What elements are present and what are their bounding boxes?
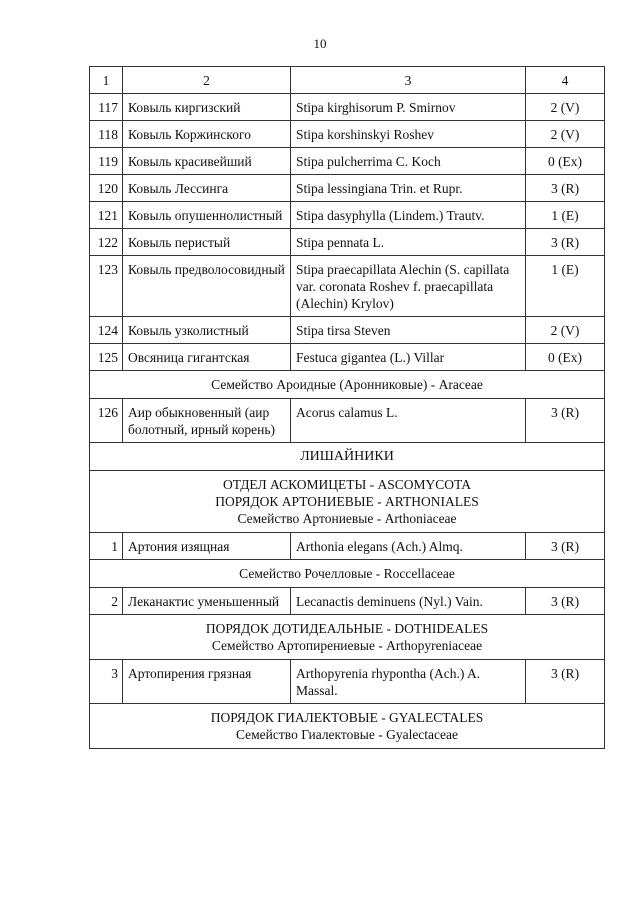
category: 3 (R) xyxy=(526,588,605,615)
latin-name: Arthopyrenia rhypontha (Ach.) A. Massal. xyxy=(291,660,526,704)
russian-name: Ковыль киргизский xyxy=(123,94,291,121)
header-cell-latin-name: 3 xyxy=(291,67,526,94)
section-heading xyxy=(90,704,605,749)
category: 3 (R) xyxy=(526,399,605,443)
section-row xyxy=(90,615,605,660)
section-heading-line: Семейство Рочелловые - Roccellaceae xyxy=(239,566,455,581)
russian-name: Ковыль узколистный xyxy=(123,317,291,344)
russian-name: Ковыль предволосовидный xyxy=(123,256,291,317)
table-row xyxy=(90,344,605,371)
section-heading-line: ПОРЯДОК ГИАЛЕКТОВЫЕ - GYALECTALES xyxy=(210,710,484,725)
table-row xyxy=(90,256,605,317)
russian-name: Ковыль перистый xyxy=(123,229,291,256)
russian-name: Ковыль красивейший xyxy=(123,148,291,175)
table-row xyxy=(90,588,605,615)
latin-name: Stipa korshinskyi Roshev xyxy=(291,121,526,148)
category: 1 (E) xyxy=(526,256,605,317)
section-heading-line: ЛИШАЙНИКИ xyxy=(300,449,394,464)
row-number: 120 xyxy=(90,175,123,202)
section-heading xyxy=(90,560,605,588)
table-row xyxy=(90,121,605,148)
section-row xyxy=(90,371,605,399)
latin-name: Stipa kirghisorum P. Smirnov xyxy=(291,94,526,121)
row-number: 122 xyxy=(90,229,123,256)
table-row xyxy=(90,94,605,121)
category: 0 (Ex) xyxy=(526,148,605,175)
category: 3 (R) xyxy=(526,175,605,202)
table-row xyxy=(90,148,605,175)
row-number: 121 xyxy=(90,202,123,229)
page-number: 10 xyxy=(313,36,327,51)
category: 3 (R) xyxy=(526,660,605,704)
header-cell-category: 4 xyxy=(526,67,605,94)
russian-name: Леканактис уменьшенный xyxy=(123,588,291,615)
section-heading-line: Семейство Гиалектовые - Gyalectaceae xyxy=(235,727,459,742)
section-row xyxy=(90,560,605,588)
section-heading-line: Семейство Артониевые - Arthoniaceae xyxy=(237,511,457,526)
table-header-row xyxy=(90,67,605,94)
row-number: 118 xyxy=(90,121,123,148)
category: 2 (V) xyxy=(526,94,605,121)
row-number: 117 xyxy=(90,94,123,121)
row-number: 2 xyxy=(90,588,123,615)
russian-name: Ковыль Коржинского xyxy=(123,121,291,148)
table-row xyxy=(90,317,605,344)
row-number: 119 xyxy=(90,148,123,175)
header-cell-russian-name: 2 xyxy=(123,67,291,94)
category: 2 (V) xyxy=(526,317,605,344)
latin-name: Acorus calamus L. xyxy=(291,399,526,443)
section-row xyxy=(90,471,605,533)
latin-name: Stipa pennata L. xyxy=(291,229,526,256)
category: 3 (R) xyxy=(526,533,605,560)
section-heading xyxy=(90,615,605,660)
latin-name: Stipa dasyphylla (Lindem.) Trautv. xyxy=(291,202,526,229)
table-row xyxy=(90,202,605,229)
russian-name: Аир обыкновенный (аир болотный, ирный корень) xyxy=(123,399,291,443)
table-row xyxy=(90,533,605,560)
category: 2 (V) xyxy=(526,121,605,148)
row-number: 3 xyxy=(90,660,123,704)
section-row xyxy=(90,443,605,471)
category: 0 (Ex) xyxy=(526,344,605,371)
russian-name: Ковыль Лессинга xyxy=(123,175,291,202)
latin-name: Arthonia elegans (Ach.) Almq. xyxy=(291,533,526,560)
latin-name: Stipa tirsa Steven xyxy=(291,317,526,344)
section-heading-line: Семейство Артопирениевые - Arthopyreniaceae xyxy=(211,638,483,653)
section-heading-line: ПОРЯДОК АРТОНИЕВЫЕ - ARTHONIALES xyxy=(215,494,479,509)
row-number: 1 xyxy=(90,533,123,560)
table-row xyxy=(90,229,605,256)
species-table xyxy=(89,66,605,749)
section-heading-line: Семейство Ароидные (Аронниковые) - Araceae xyxy=(211,377,483,392)
row-number: 123 xyxy=(90,256,123,317)
row-number: 125 xyxy=(90,344,123,371)
russian-name: Ковыль опушеннолистный xyxy=(123,202,291,229)
section-heading xyxy=(90,371,605,399)
category: 3 (R) xyxy=(526,229,605,256)
table-row xyxy=(90,399,605,443)
latin-name: Stipa lessingiana Trin. et Rupr. xyxy=(291,175,526,202)
section-heading-line: ПОРЯДОК ДОТИДЕАЛЬНЫЕ - DOTHIDEALES xyxy=(205,621,489,636)
section-heading xyxy=(90,471,605,533)
latin-name: Stipa pulcherrima C. Koch xyxy=(291,148,526,175)
section-heading-line: ОТДЕЛ АСКОМИЦЕТЫ - ASCOMYCOTA xyxy=(223,477,471,492)
row-number: 124 xyxy=(90,317,123,344)
russian-name: Артопирения грязная xyxy=(123,660,291,704)
row-number: 126 xyxy=(90,399,123,443)
table-row xyxy=(90,175,605,202)
latin-name: Festuca gigantea (L.) Villar xyxy=(291,344,526,371)
russian-name: Артония изящная xyxy=(123,533,291,560)
latin-name: Lecanactis deminuens (Nyl.) Vain. xyxy=(291,588,526,615)
header-cell-number: 1 xyxy=(90,67,123,94)
latin-name: Stipa praecapillata Alechin (S. capillata var. coronata Roshev f. praecapillata (Alechin) Krylov) xyxy=(291,256,526,317)
table-row xyxy=(90,660,605,704)
category: 1 (E) xyxy=(526,202,605,229)
russian-name: Овсяница гигантская xyxy=(123,344,291,371)
section-row xyxy=(90,704,605,749)
section-heading xyxy=(90,443,605,471)
